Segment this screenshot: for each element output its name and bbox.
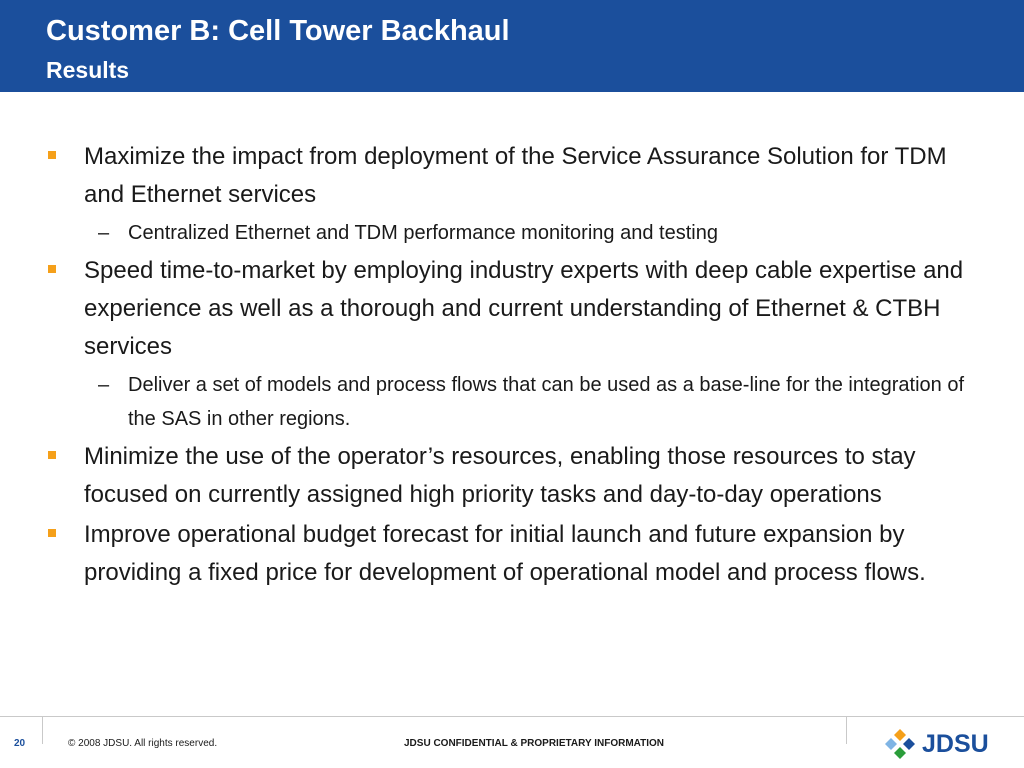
dash-bullet-icon: –: [98, 222, 110, 244]
square-bullet-icon: [48, 451, 56, 459]
slide-content: [46, 138, 966, 594]
square-bullet-icon: [48, 529, 56, 537]
bullet-text: Minimize the use of the operator’s resources, enabling those resources to stay focused on currently assigned high priority tasks and day-to-day operations: [84, 443, 916, 508]
slide-subtitle: Results: [46, 57, 130, 83]
logo-text: JDSU: [922, 730, 989, 758]
footer-divider: [42, 716, 43, 744]
bullet-item: [46, 252, 966, 366]
sub-bullet-item: [46, 216, 966, 250]
bullet-text: Improve operational budget forecast for initial launch and future expansion by providing a fixed price for development of operational model and process flows.: [84, 521, 926, 586]
jdsu-logo-icon: [884, 728, 916, 760]
footer-divider: [846, 716, 847, 744]
page-number: 20: [14, 738, 26, 749]
slide-header: [0, 0, 1024, 92]
bullet-text: Maximize the impact from deployment of the Service Assurance Solution for TDM and Ethernet services: [84, 143, 947, 208]
bullet-text: Speed time-to-market by employing industry experts with deep cable expertise and experience as well as a thorough and current understanding of Ethernet & CTBH services: [84, 257, 964, 360]
dash-bullet-icon: –: [98, 374, 110, 396]
bullet-item: [46, 516, 966, 592]
sub-bullet-text: Centralized Ethernet and TDM performance monitoring and testing: [128, 222, 718, 244]
confidential-label: JDSU CONFIDENTIAL & PROPRIETARY INFORMATION: [404, 738, 665, 749]
footer-divider: [0, 716, 1024, 717]
slide-footer: [0, 716, 1024, 768]
bullet-item: [46, 138, 966, 214]
jdsu-logo: [884, 726, 994, 762]
bullet-item: [46, 438, 966, 514]
square-bullet-icon: [48, 151, 56, 159]
square-bullet-icon: [48, 265, 56, 273]
copyright-text: © 2008 JDSU. All rights reserved.: [68, 738, 218, 749]
sub-bullet-text: Deliver a set of models and process flows that can be used as a base-line for the integration of the SAS in other regions.: [128, 374, 965, 430]
sub-bullet-item: [46, 368, 966, 436]
slide-title: Customer B: Cell Tower Backhaul: [46, 15, 510, 47]
